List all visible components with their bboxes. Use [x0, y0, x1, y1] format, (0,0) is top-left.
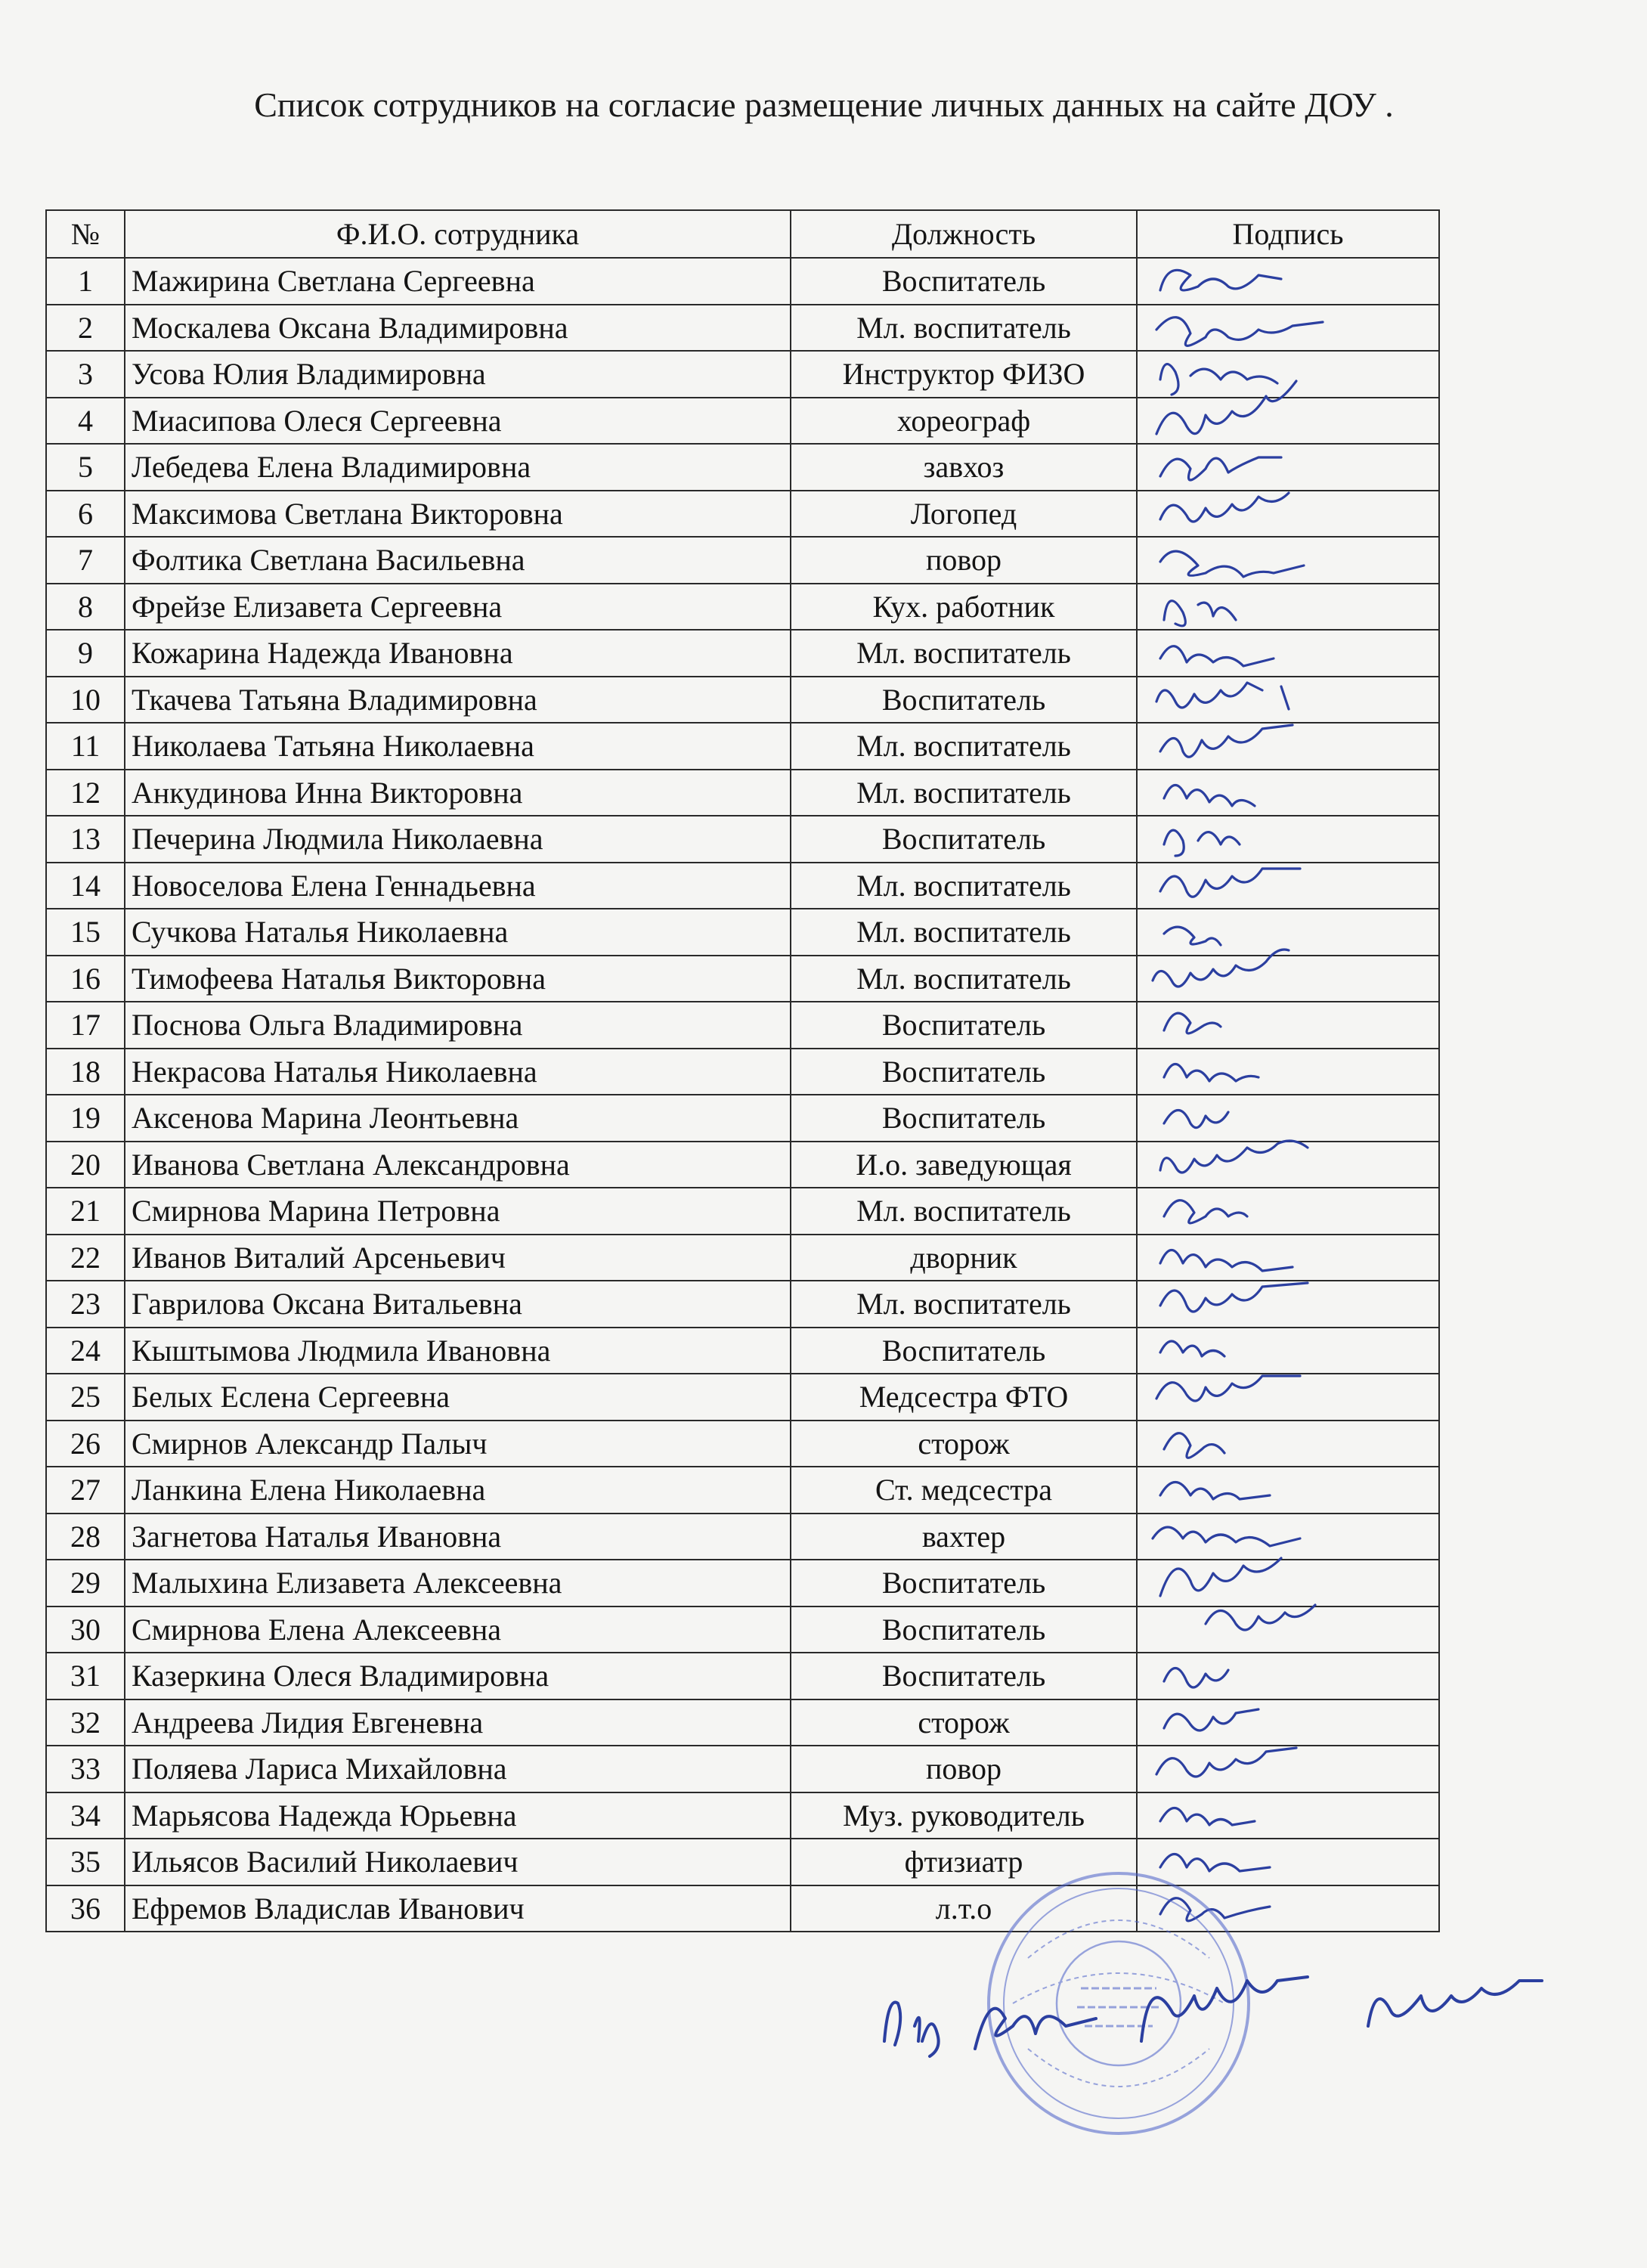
table-row	[46, 1699, 1439, 1746]
head-signature	[869, 1935, 1549, 2087]
row-number: 17	[46, 1002, 125, 1049]
signature-cell	[1137, 1606, 1439, 1653]
employee-position: Мл. воспитатель	[791, 1188, 1137, 1235]
employee-position: Муз. руководитель	[791, 1792, 1137, 1839]
table-row	[46, 1514, 1439, 1560]
table-row	[46, 863, 1439, 909]
employee-position: Мл. воспитатель	[791, 909, 1137, 956]
signature-cell	[1137, 1281, 1439, 1328]
employee-position: Мл. воспитатель	[791, 863, 1137, 909]
table-header-row	[46, 210, 1439, 258]
signature-cell	[1137, 909, 1439, 956]
employee-name: Печерина Людмила Николаевна	[125, 816, 791, 863]
table-row	[46, 444, 1439, 491]
employee-position: Мл. воспитатель	[791, 770, 1137, 816]
row-number: 11	[46, 723, 125, 770]
row-number: 9	[46, 630, 125, 677]
signature-cell	[1137, 1049, 1439, 1095]
employee-position: Мл. воспитатель	[791, 1281, 1137, 1328]
employee-name: Андреева Лидия Евгеневна	[125, 1699, 791, 1746]
row-number: 32	[46, 1699, 125, 1746]
employee-position: хореограф	[791, 398, 1137, 445]
table-row	[46, 1374, 1439, 1421]
table-row	[46, 1188, 1439, 1235]
signature-cell	[1137, 677, 1439, 723]
row-number: 14	[46, 863, 125, 909]
signature-cell	[1137, 305, 1439, 352]
employee-position: Логопед	[791, 491, 1137, 538]
signature-cell	[1137, 584, 1439, 631]
employee-name: Миасипова Олеся Сергеевна	[125, 398, 791, 445]
table-row	[46, 677, 1439, 723]
employee-name: Мажирина Светлана Сергеевна	[125, 258, 791, 305]
employee-name: Ткачева Татьяна Владимировна	[125, 677, 791, 723]
signature-cell	[1137, 863, 1439, 909]
table-row	[46, 723, 1439, 770]
table-row	[46, 1421, 1439, 1467]
employee-name: Тимофеева Наталья Викторовна	[125, 956, 791, 1002]
employee-position: повор	[791, 537, 1137, 584]
row-number: 19	[46, 1095, 125, 1142]
row-number: 24	[46, 1328, 125, 1374]
employee-name: Иванова Светлана Александровна	[125, 1142, 791, 1188]
signature-cell	[1137, 1514, 1439, 1560]
signature-cell	[1137, 1653, 1439, 1699]
employee-name: Ильясов Василий Николаевич	[125, 1839, 791, 1885]
table-row	[46, 1095, 1439, 1142]
employee-name: Смирнова Марина Петровна	[125, 1188, 791, 1235]
employee-name: Лебедева Елена Владимировна	[125, 444, 791, 491]
employee-position: Воспитатель	[791, 258, 1137, 305]
employee-name: Анкудинова Инна Викторовна	[125, 770, 791, 816]
employee-name: Москалева Оксана Владимировна	[125, 305, 791, 352]
employee-name: Белых Еслена Сергеевна	[125, 1374, 791, 1421]
signature-cell	[1137, 1560, 1439, 1606]
employee-name: Ефремов Владислав Иванович	[125, 1885, 791, 1932]
row-number: 28	[46, 1514, 125, 1560]
row-number: 13	[46, 816, 125, 863]
row-number: 10	[46, 677, 125, 723]
table-row	[46, 956, 1439, 1002]
row-number: 8	[46, 584, 125, 631]
signature-cell	[1137, 956, 1439, 1002]
employee-name: Загнетова Наталья Ивановна	[125, 1514, 791, 1560]
employee-position: Мл. воспитатель	[791, 305, 1137, 352]
row-number: 15	[46, 909, 125, 956]
row-number: 26	[46, 1421, 125, 1467]
signature-cell	[1137, 491, 1439, 538]
employee-name: Некрасова Наталья Николаевна	[125, 1049, 791, 1095]
employee-name: Смирнова Елена Алексеевна	[125, 1606, 791, 1653]
table-row	[46, 1467, 1439, 1514]
row-number: 4	[46, 398, 125, 445]
table-row	[46, 398, 1439, 445]
row-number: 31	[46, 1653, 125, 1699]
employee-name: Малыхина Елизавета Алексеевна	[125, 1560, 791, 1606]
signature-cell	[1137, 1142, 1439, 1188]
employee-name: Гаврилова Оксана Витальевна	[125, 1281, 791, 1328]
signature-cell	[1137, 1328, 1439, 1374]
employee-position: Воспитатель	[791, 1328, 1137, 1374]
employee-position: Воспитатель	[791, 1095, 1137, 1142]
signature-cell	[1137, 816, 1439, 863]
header-full-name: Ф.И.О. сотрудника	[125, 210, 791, 258]
employee-name: Казеркина Олеся Владимировна	[125, 1653, 791, 1699]
employee-name: Фрейзе Елизавета Сергеевна	[125, 584, 791, 631]
employee-position: сторож	[791, 1421, 1137, 1467]
signature-cell	[1137, 770, 1439, 816]
table-row	[46, 770, 1439, 816]
employee-position: Воспитатель	[791, 816, 1137, 863]
employee-name: Поснова Ольга Владимировна	[125, 1002, 791, 1049]
table-body	[46, 258, 1439, 1932]
employee-name: Аксенова Марина Леонтьевна	[125, 1095, 791, 1142]
row-number: 12	[46, 770, 125, 816]
employee-name: Кыштымова Людмила Ивановна	[125, 1328, 791, 1374]
employee-position: Медсестра ФТО	[791, 1374, 1137, 1421]
employee-position: Воспитатель	[791, 1049, 1137, 1095]
row-number: 5	[46, 444, 125, 491]
employee-name: Фолтика Светлана Васильевна	[125, 537, 791, 584]
table-row	[46, 816, 1439, 863]
signature-cell	[1137, 398, 1439, 445]
row-number: 33	[46, 1746, 125, 1792]
employee-name: Максимова Светлана Викторовна	[125, 491, 791, 538]
signature-cell	[1137, 1002, 1439, 1049]
row-number: 34	[46, 1792, 125, 1839]
table-row	[46, 1560, 1439, 1606]
employee-name: Кожарина Надежда Ивановна	[125, 630, 791, 677]
row-number: 1	[46, 258, 125, 305]
row-number: 36	[46, 1885, 125, 1932]
signature-cell	[1137, 537, 1439, 584]
header-signature: Подпись	[1137, 210, 1439, 258]
header-number: №	[46, 210, 125, 258]
table-row	[46, 305, 1439, 352]
table-row	[46, 1235, 1439, 1281]
page-title: Список сотрудников на согласие размещение личных данных на сайте ДОУ .	[254, 85, 1394, 124]
signature-cell	[1137, 1421, 1439, 1467]
signature-cell	[1137, 1467, 1439, 1514]
table-row	[46, 630, 1439, 677]
staff-table	[45, 209, 1440, 1932]
table-row	[46, 1746, 1439, 1792]
row-number: 30	[46, 1606, 125, 1653]
row-number: 18	[46, 1049, 125, 1095]
row-number: 29	[46, 1560, 125, 1606]
row-number: 3	[46, 351, 125, 398]
employee-position: сторож	[791, 1699, 1137, 1746]
employee-position: Воспитатель	[791, 1653, 1137, 1699]
signature-cell	[1137, 1792, 1439, 1839]
table-row	[46, 1281, 1439, 1328]
table-row	[46, 1002, 1439, 1049]
table-row	[46, 1653, 1439, 1699]
table-row	[46, 258, 1439, 305]
employee-position: Воспитатель	[791, 1606, 1137, 1653]
row-number: 27	[46, 1467, 125, 1514]
employee-position: Мл. воспитатель	[791, 630, 1137, 677]
row-number: 20	[46, 1142, 125, 1188]
employee-name: Поляева Лариса Михайловна	[125, 1746, 791, 1792]
employee-name: Новоселова Елена Геннадьевна	[125, 863, 791, 909]
table-row	[46, 1049, 1439, 1095]
employee-position: Мл. воспитатель	[791, 956, 1137, 1002]
signature-cell	[1137, 1095, 1439, 1142]
employee-position: Воспитатель	[791, 1560, 1137, 1606]
employee-position: Воспитатель	[791, 677, 1137, 723]
row-number: 23	[46, 1281, 125, 1328]
employee-name: Марьясова Надежда Юрьевна	[125, 1792, 791, 1839]
employee-position: повор	[791, 1746, 1137, 1792]
table-row	[46, 537, 1439, 584]
row-number: 7	[46, 537, 125, 584]
row-number: 22	[46, 1235, 125, 1281]
table-row	[46, 351, 1439, 398]
signature-cell	[1137, 630, 1439, 677]
signature-cell	[1137, 723, 1439, 770]
employee-position: л.т.о	[791, 1885, 1137, 1932]
table-row	[46, 1142, 1439, 1188]
employee-position: И.о. заведующая	[791, 1142, 1137, 1188]
row-number: 6	[46, 491, 125, 538]
signature-cell	[1137, 1188, 1439, 1235]
table-row	[46, 1792, 1439, 1839]
row-number: 21	[46, 1188, 125, 1235]
signature-cell	[1137, 1699, 1439, 1746]
signature-cell	[1137, 258, 1439, 305]
table-row	[46, 909, 1439, 956]
employee-position: Мл. воспитатель	[791, 723, 1137, 770]
employee-name: Николаева Татьяна Николаевна	[125, 723, 791, 770]
signature-cell	[1137, 1746, 1439, 1792]
row-number: 35	[46, 1839, 125, 1885]
employee-name: Сучкова Наталья Николаевна	[125, 909, 791, 956]
row-number: 2	[46, 305, 125, 352]
employee-position: завхоз	[791, 444, 1137, 491]
employee-position: Инструктор ФИЗО	[791, 351, 1137, 398]
header-position: Должность	[791, 210, 1137, 258]
signature-cell	[1137, 1235, 1439, 1281]
row-number: 25	[46, 1374, 125, 1421]
signature-cell	[1137, 1374, 1439, 1421]
employee-name: Ланкина Елена Николаевна	[125, 1467, 791, 1514]
row-number: 16	[46, 956, 125, 1002]
signature-cell	[1137, 444, 1439, 491]
table-row	[46, 584, 1439, 631]
employee-name: Иванов Виталий Арсеньевич	[125, 1235, 791, 1281]
employee-name: Усова Юлия Владимировна	[125, 351, 791, 398]
employee-position: дворник	[791, 1235, 1137, 1281]
employee-position: Воспитатель	[791, 1002, 1137, 1049]
table-row	[46, 1328, 1439, 1374]
table-row	[46, 491, 1439, 538]
employee-position: Ст. медсестра	[791, 1467, 1137, 1514]
employee-position: Кух. работник	[791, 584, 1137, 631]
employee-position: вахтер	[791, 1514, 1137, 1560]
employee-position: фтизиатр	[791, 1839, 1137, 1885]
table-row	[46, 1606, 1439, 1653]
employee-name: Смирнов Александр Палыч	[125, 1421, 791, 1467]
